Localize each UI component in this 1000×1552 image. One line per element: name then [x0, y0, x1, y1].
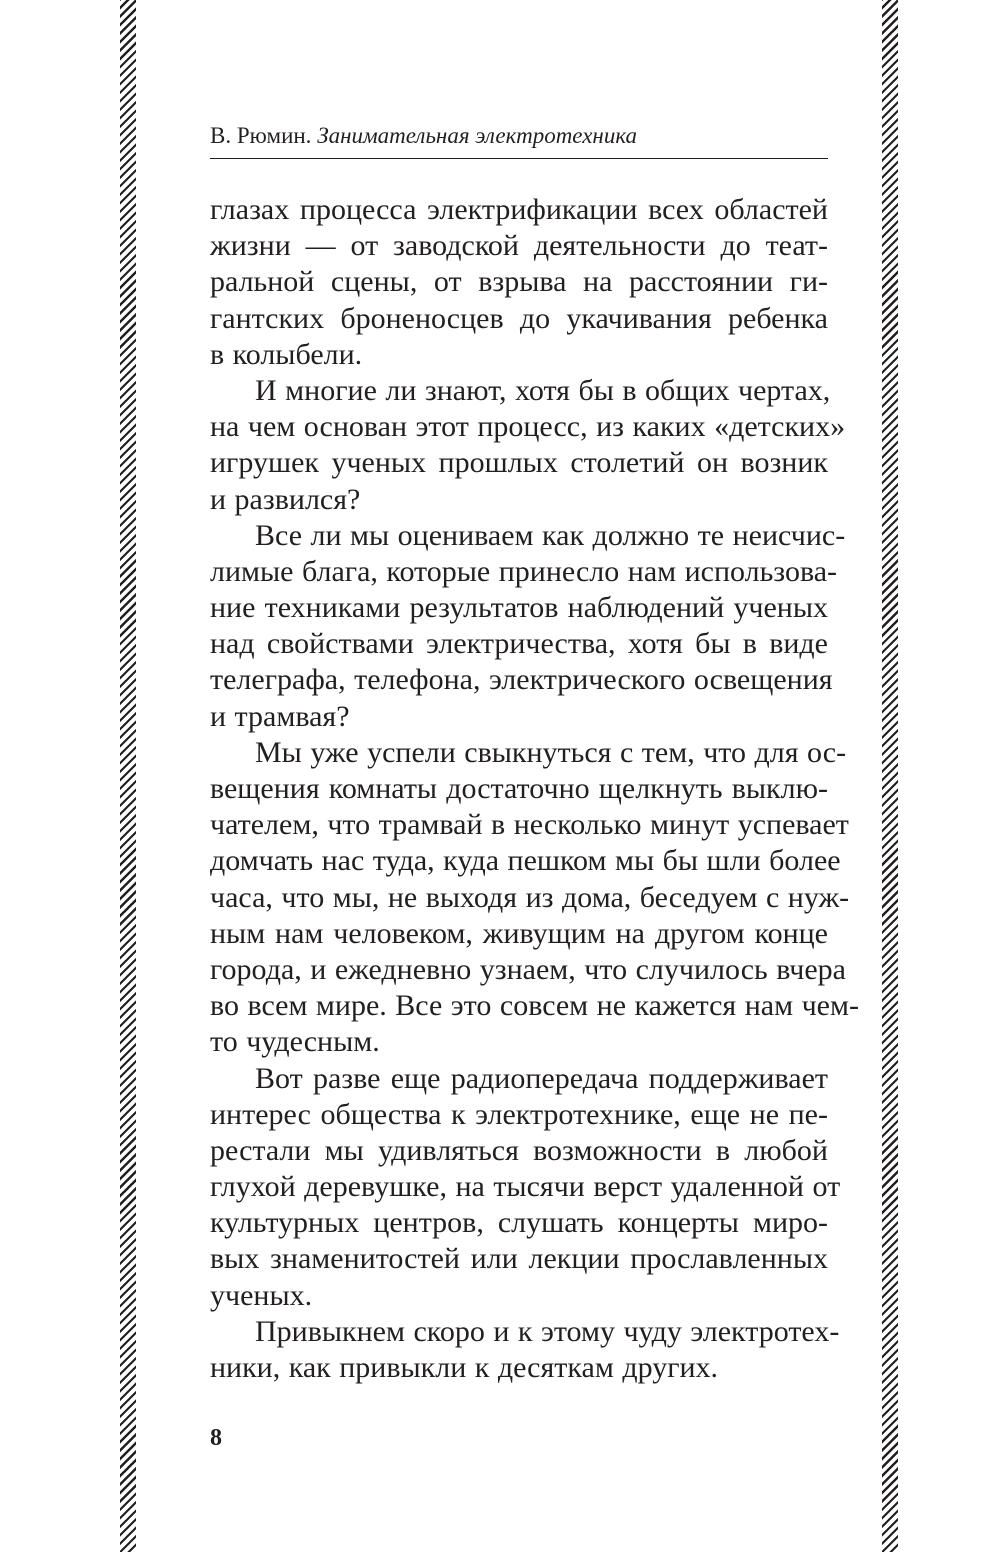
text-line: глазах процесса электрификации всех областей: [210, 193, 828, 226]
text-line: ние техниками результатов наблюдений ученых: [210, 591, 828, 625]
text-line: и развился?: [210, 482, 361, 516]
text-line: вещения комнаты достаточно щелкнуть выклю-: [210, 772, 828, 805]
text-line: на чем основан этот процесс, из каких «детских»: [210, 410, 846, 444]
page-number: 8: [210, 1425, 222, 1451]
text-line: гантских броненосцев до укачивания ребенка: [210, 301, 828, 335]
running-head-title: Занимательная электротехника: [317, 123, 638, 148]
text-line: телеграфа, телефона, электрического освещения: [210, 663, 833, 697]
paragraph: [210, 1061, 841, 1314]
running-head-author: В. Рюмин.: [210, 123, 312, 148]
paragraph: [210, 518, 846, 735]
text-line: города, и ежедневно узнаем, что случилось вчера: [210, 952, 846, 986]
text-line: ральной сцены, от взрыва на расстоянии ги-: [210, 265, 828, 299]
text-line: чателем, что трамвай в несколько минут успевает: [210, 808, 849, 842]
text-line: И многие ли знают, хотя бы в общих чертах,: [255, 373, 831, 407]
body-text: [210, 192, 859, 1386]
running-head: [210, 120, 828, 159]
text-line: вых знаменитостей или лекции прославленных: [210, 1242, 828, 1276]
text-line: ники, как привыкли к десяткам других.: [210, 1351, 719, 1384]
paragraph: [210, 192, 828, 373]
text-line: то чудесным.: [210, 1025, 380, 1059]
text-line: жизни — от заводской деятельности до теат-: [210, 229, 828, 263]
paragraph: [210, 1314, 840, 1386]
paragraph: [210, 373, 846, 518]
text-line: интерес общества к электротехнике, еще не пе-: [210, 1097, 828, 1131]
text-line: и трамвая?: [210, 699, 350, 733]
text-line: во всем мире. Все это совсем не кажется нам чем-: [210, 989, 859, 1023]
text-line: игрушек ученых прошлых столетий он возник: [210, 446, 828, 480]
text-line: рестали мы удивляться возможности в любой: [210, 1133, 828, 1167]
text-line: лимые блага, которые принесло нам использова-: [210, 554, 838, 588]
text-line: ученых.: [210, 1278, 313, 1312]
paragraph: [210, 735, 859, 1061]
left-decorative-border: [118, 0, 138, 1552]
text-line: Вот разве еще радиопередача поддерживает: [255, 1061, 828, 1095]
text-line: Привыкнем скоро и к этому чуду электротех-: [255, 1314, 840, 1348]
text-line: домчать нас туда, куда пешком мы бы шли более: [210, 844, 841, 878]
text-line: часа, что мы, не выходя из дома, беседуем с нуж-: [210, 880, 850, 914]
text-line: ным нам человеком, живущим на другом конце: [210, 916, 828, 950]
text-line: в колыбели.: [210, 337, 363, 371]
text-line: Все ли мы оцениваем как должно те неисчис-: [255, 518, 846, 552]
right-decorative-border: [880, 0, 900, 1552]
text-line: Мы уже успели свыкнуться с тем, что для ос-: [255, 735, 847, 769]
text-line: культурных центров, слушать концерты миро-: [210, 1206, 828, 1240]
text-line: глухой деревушке, на тысячи верст удаленной от: [210, 1170, 841, 1204]
text-line: над свойствами электричества, хотя бы в виде: [210, 627, 828, 661]
